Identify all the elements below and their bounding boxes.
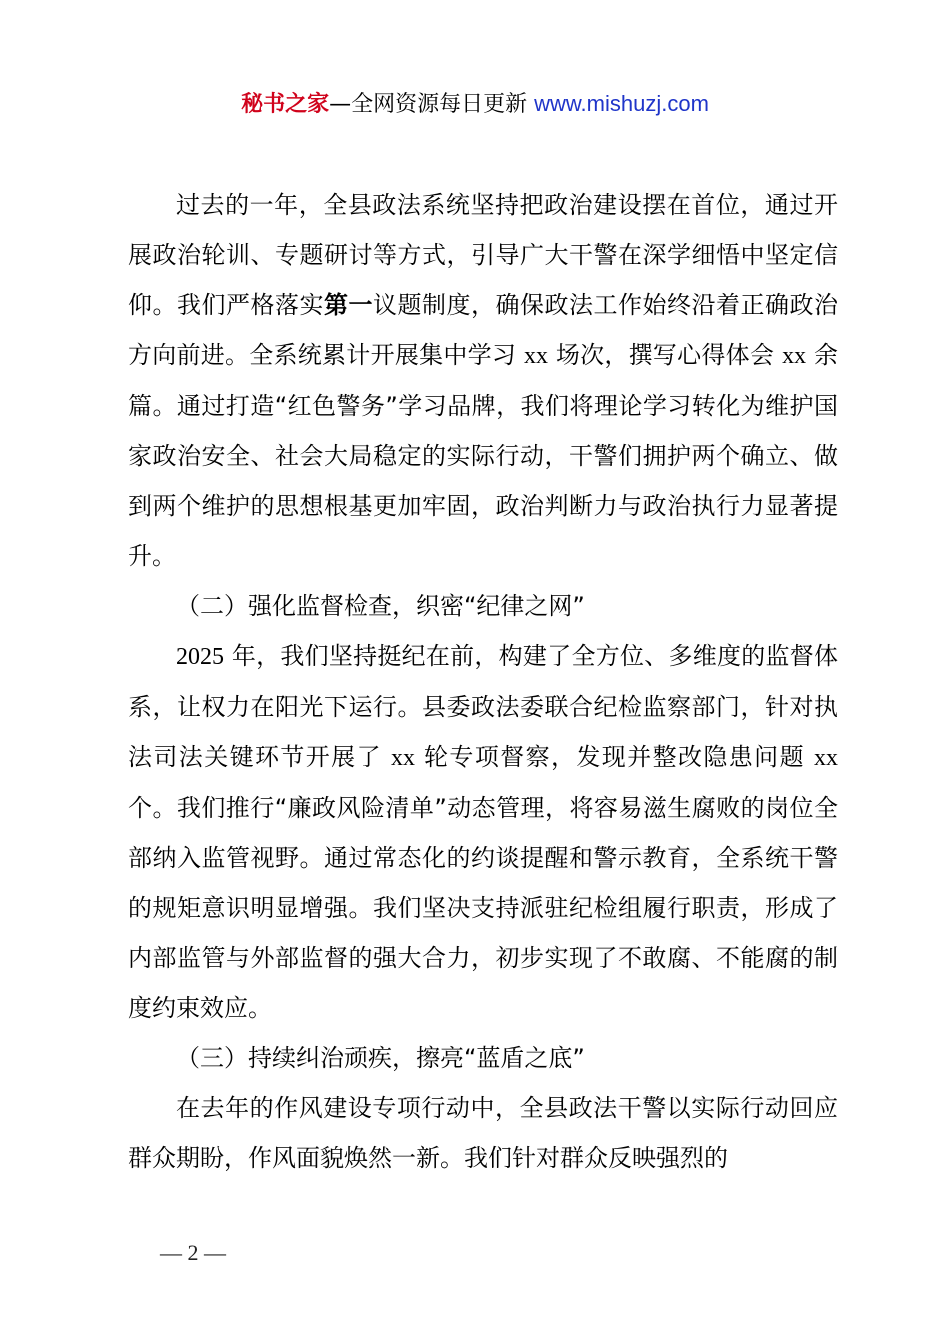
para1-text-2: 议题制度，确保政法工作始终沿着正确政治方向前进。全系统累计开展集中学习 — [128, 291, 838, 369]
para1-bold-text: 第一 — [324, 291, 373, 319]
para2-text-2: 轮专项督察，发现并整改隐患问题 — [415, 743, 814, 771]
para1-text-4: 余篇。通过打造“红色警务”学习品牌，我们将理论学习转化为维护国家政治安全、社会大局稳定的实际行动，干警们拥护两个确立、做到两个维护的思想根基更加牢固，政治判断力与政治执行力显著提升。 — [128, 341, 838, 570]
section-heading-3: （三）持续纠治顽疾，擦亮“蓝盾之底” — [176, 1044, 585, 1072]
page-header — [0, 86, 950, 123]
para1-placeholder-1: xx — [524, 343, 548, 369]
para2-text-1: 年，我们坚持挺纪在前，构建了全方位、多维度的监督体系，让权力在阳光下运行。县委政法委联合纪检监察部门，针对执法司法关键环节开展了 — [128, 642, 838, 771]
para2-placeholder-2: xx — [814, 745, 838, 771]
para1-text-3: 场次，撰写心得体会 — [548, 341, 783, 369]
header-tagline: —全网资源每日更新 — [329, 92, 528, 117]
section-heading-2: （二）强化监督检查，织密“纪律之网” — [176, 592, 585, 620]
para1-text-1: 过去的一年，全县政法系统坚持把政治建设摆在首位，通过开展政治轮训、专题研讨等方式，引导广大干警在深学细悟中坚定信仰。我们严格落实 — [128, 191, 838, 319]
header-url[interactable]: www.mishuzj.com — [534, 91, 709, 116]
header-brand: 秘书之家 — [241, 92, 330, 117]
document-body — [128, 180, 838, 1183]
para2-year: 2025 — [176, 644, 224, 670]
para2-placeholder-1: xx — [391, 745, 415, 771]
paragraph-political-building — [128, 180, 838, 581]
para2-text-3: 个。我们推行“廉政风险清单”动态管理，将容易滋生腐败的岗位全部纳入监管视野。通过常态化的约谈提醒和警示教育，全系统干警的规矩意识明显增强。我们坚决支持派驻纪检组履行职责，形成了内部监管与外部监督的强大合力，初步实现了不敢腐、不能腐的制度约束效应。 — [128, 794, 838, 1022]
para1-placeholder-2: xx — [782, 343, 807, 369]
page-number: — 2 — — [160, 1240, 226, 1265]
paragraph-style-building: 在去年的作风建设专项行动中，全县政法干警以实际行动回应群众期盼，作风面貌焕然一新。我们针对群众反映强烈的 — [128, 1094, 838, 1172]
paragraph-supervision — [128, 631, 838, 1033]
